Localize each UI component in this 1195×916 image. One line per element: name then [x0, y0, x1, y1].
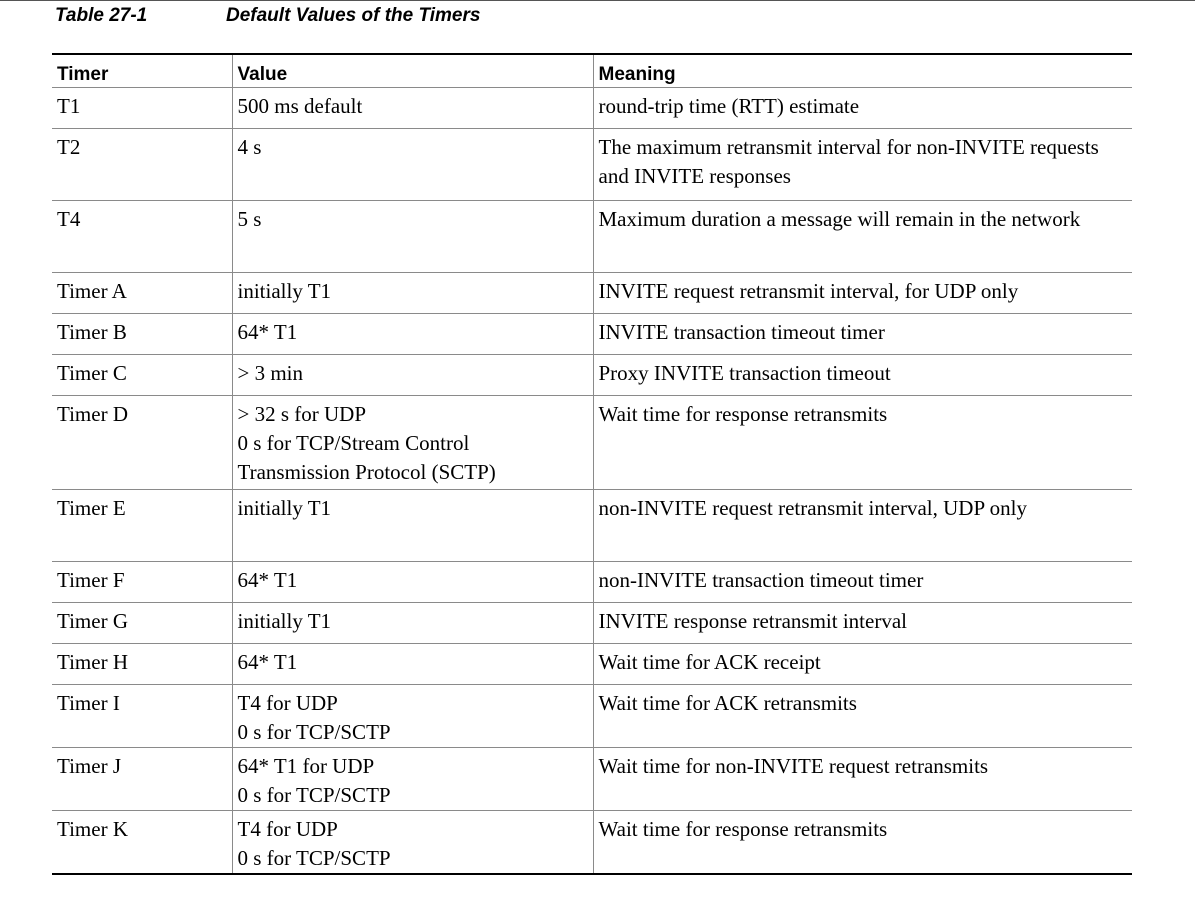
- table-row: [52, 747, 1132, 810]
- meaning-cell: INVITE transaction timeout timer: [593, 313, 1132, 354]
- value-cell: [232, 810, 593, 874]
- table-row: [52, 489, 1132, 561]
- value-cell: [232, 395, 593, 489]
- value-cell: [232, 87, 593, 128]
- value-line: T4 for UDP: [237, 690, 338, 715]
- value-line: 64* T1: [237, 567, 298, 592]
- value-line: 64* T1 for UDP: [237, 753, 375, 778]
- value-line: 0 s for TCP/SCTP: [237, 782, 391, 807]
- value-cell: [232, 643, 593, 684]
- value-cell: [232, 354, 593, 395]
- table-body: [52, 87, 1132, 874]
- meaning-cell: round-trip time (RTT) estimate: [593, 87, 1132, 128]
- value-line: 5 s: [237, 206, 262, 231]
- value-line: initially T1: [237, 608, 332, 633]
- timers-table: [52, 53, 1132, 875]
- value-line: 500 ms default: [237, 93, 363, 118]
- table-row: [52, 395, 1132, 489]
- value-cell: [232, 200, 593, 272]
- table-row: [52, 643, 1132, 684]
- value-line: Transmission Protocol (SCTP): [237, 459, 496, 484]
- timer-cell: T2: [52, 128, 232, 200]
- timer-cell: Timer B: [52, 313, 232, 354]
- meaning-cell: Wait time for response retransmits: [593, 395, 1132, 489]
- table-row: [52, 272, 1132, 313]
- value-cell: [232, 128, 593, 200]
- meaning-cell: Proxy INVITE transaction timeout: [593, 354, 1132, 395]
- table-number: Table 27-1: [55, 5, 148, 26]
- table-title: Default Values of the Timers: [226, 5, 481, 26]
- table-row: [52, 602, 1132, 643]
- meaning-cell: Wait time for ACK receipt: [593, 643, 1132, 684]
- value-cell: [232, 489, 593, 561]
- table-row: [52, 684, 1132, 747]
- meaning-cell: Wait time for response retransmits: [593, 810, 1132, 874]
- timer-cell: Timer E: [52, 489, 232, 561]
- timer-cell: Timer C: [52, 354, 232, 395]
- value-cell: [232, 602, 593, 643]
- value-cell: [232, 561, 593, 602]
- meaning-cell: The maximum retransmit interval for non-INVITE requests and INVITE responses: [593, 128, 1132, 200]
- table-row: [52, 354, 1132, 395]
- header-timer: Timer: [52, 54, 232, 87]
- timer-cell: Timer H: [52, 643, 232, 684]
- meaning-cell: Wait time for ACK retransmits: [593, 684, 1132, 747]
- meaning-cell: non-INVITE transaction timeout timer: [593, 561, 1132, 602]
- timer-cell: Timer F: [52, 561, 232, 602]
- top-rule: [0, 0, 1195, 1]
- meaning-cell: Maximum duration a message will remain in the network: [593, 200, 1132, 272]
- meaning-cell: INVITE request retransmit interval, for UDP only: [593, 272, 1132, 313]
- timer-cell: Timer D: [52, 395, 232, 489]
- value-line: > 32 s for UDP: [237, 401, 367, 426]
- meaning-cell: non-INVITE request retransmit interval, UDP only: [593, 489, 1132, 561]
- timer-cell: Timer J: [52, 747, 232, 810]
- header-value: Value: [232, 54, 593, 87]
- timer-cell: T1: [52, 87, 232, 128]
- table-row: [52, 200, 1132, 272]
- value-line: 4 s: [237, 134, 262, 159]
- value-line: initially T1: [237, 278, 332, 303]
- value-line: 64* T1: [237, 649, 298, 674]
- timer-cell: Timer G: [52, 602, 232, 643]
- value-line: initially T1: [237, 495, 332, 520]
- table-row: [52, 87, 1132, 128]
- table-row: [52, 561, 1132, 602]
- header-meaning: Meaning: [593, 54, 1132, 87]
- value-line: 64* T1: [237, 319, 298, 344]
- header-row: [52, 54, 1132, 87]
- value-cell: [232, 684, 593, 747]
- value-line: > 3 min: [237, 360, 304, 385]
- meaning-cell: INVITE response retransmit interval: [593, 602, 1132, 643]
- value-cell: [232, 313, 593, 354]
- value-line: 0 s for TCP/Stream Control: [237, 430, 470, 455]
- timer-cell: Timer K: [57, 816, 128, 841]
- value-line: 0 s for TCP/SCTP: [237, 845, 391, 870]
- meaning-cell: Wait time for non-INVITE request retransmits: [593, 747, 1132, 810]
- value-line: T4 for UDP: [237, 816, 338, 841]
- table-row: [52, 128, 1132, 200]
- timer-cell: T4: [52, 200, 232, 272]
- value-line: 0 s for TCP/SCTP: [237, 719, 391, 744]
- value-cell: [232, 272, 593, 313]
- timer-cell: Timer A: [52, 272, 232, 313]
- timer-cell: Timer I: [52, 684, 232, 747]
- value-cell: [232, 747, 593, 810]
- table-row: [52, 313, 1132, 354]
- table-row: [52, 810, 1132, 874]
